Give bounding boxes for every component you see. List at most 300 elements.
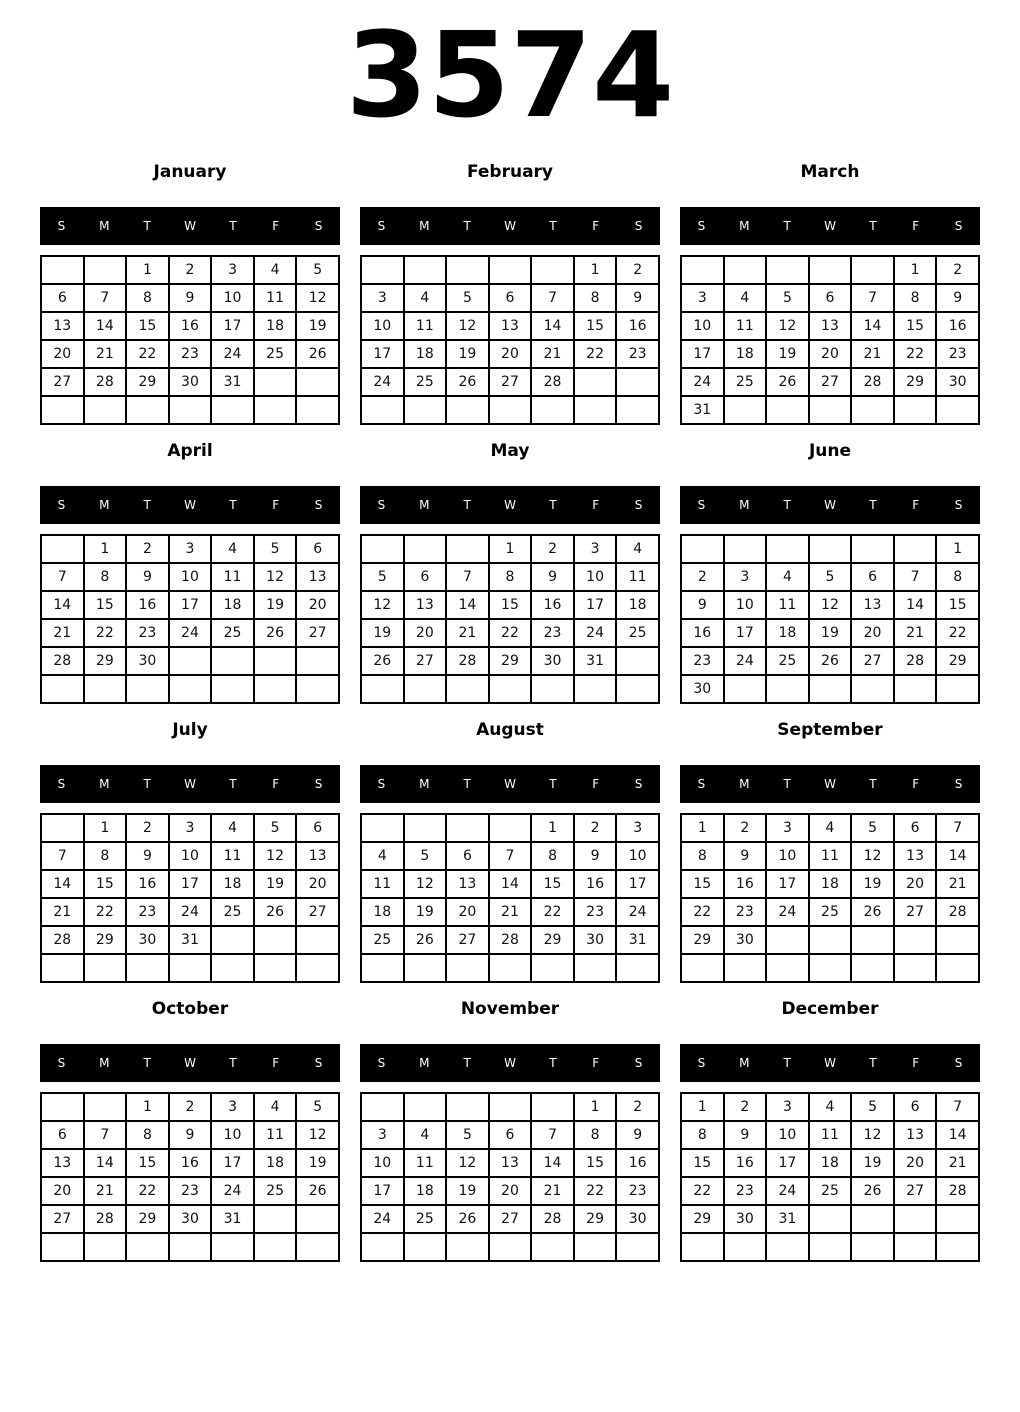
day-cell: 30 (169, 368, 212, 396)
empty-day-cell (681, 535, 724, 563)
day-cell: 29 (681, 926, 724, 954)
day-cell: 28 (489, 926, 532, 954)
day-cell: 28 (894, 647, 937, 675)
day-cell: 24 (766, 1177, 809, 1205)
weekday-header (680, 207, 980, 245)
day-cell: 11 (211, 563, 254, 591)
day-cell: 2 (169, 1093, 212, 1121)
empty-day-cell (724, 396, 767, 424)
week-row (41, 898, 339, 926)
day-cell: 22 (574, 340, 617, 368)
empty-day-cell (404, 675, 447, 703)
weekday-header (360, 486, 660, 524)
day-cell: 14 (851, 312, 894, 340)
month-days-table (360, 1092, 660, 1262)
day-cell: 21 (936, 1149, 979, 1177)
empty-day-cell (809, 256, 852, 284)
day-cell: 20 (296, 591, 339, 619)
weekday-label: W (184, 1056, 196, 1070)
week-row (361, 1233, 659, 1261)
day-cell: 2 (126, 535, 169, 563)
empty-day-cell (724, 954, 767, 982)
day-cell: 9 (681, 591, 724, 619)
week-row (41, 256, 339, 284)
weekday-label: T (549, 498, 557, 512)
week-row (681, 619, 979, 647)
day-cell: 8 (84, 563, 127, 591)
weekday-label: T (549, 219, 557, 233)
day-cell: 28 (851, 368, 894, 396)
empty-day-cell (489, 1233, 532, 1261)
day-cell: 1 (126, 1093, 169, 1121)
day-cell: 3 (616, 814, 659, 842)
day-cell: 20 (446, 898, 489, 926)
day-cell: 15 (84, 591, 127, 619)
month-block (680, 155, 980, 434)
weekday-label: M (419, 1056, 430, 1070)
empty-day-cell (126, 396, 169, 424)
empty-day-cell (851, 1233, 894, 1261)
day-cell: 24 (681, 368, 724, 396)
week-row (361, 1093, 659, 1121)
day-cell: 9 (574, 842, 617, 870)
day-cell: 13 (446, 870, 489, 898)
day-cell: 21 (84, 1177, 127, 1205)
empty-day-cell (809, 396, 852, 424)
day-cell: 4 (361, 842, 404, 870)
month-days-table (360, 813, 660, 983)
day-cell: 8 (681, 1121, 724, 1149)
day-cell: 12 (361, 591, 404, 619)
day-cell: 10 (681, 312, 724, 340)
weekday-label: F (592, 1056, 600, 1070)
empty-day-cell (574, 954, 617, 982)
empty-day-cell (126, 675, 169, 703)
day-cell: 23 (724, 898, 767, 926)
weekday-label: S (314, 777, 323, 791)
day-cell: 16 (724, 1149, 767, 1177)
empty-day-cell (211, 647, 254, 675)
empty-day-cell (84, 954, 127, 982)
day-cell: 21 (851, 340, 894, 368)
weekday-label: S (314, 219, 323, 233)
empty-day-cell (851, 396, 894, 424)
weekday-label: T (549, 777, 557, 791)
empty-day-cell (126, 954, 169, 982)
day-cell: 8 (574, 284, 617, 312)
empty-day-cell (254, 1205, 297, 1233)
day-cell: 3 (211, 256, 254, 284)
empty-day-cell (616, 954, 659, 982)
day-cell: 11 (361, 870, 404, 898)
day-cell: 4 (404, 284, 447, 312)
weekday-label: M (739, 777, 750, 791)
week-row (681, 312, 979, 340)
day-cell: 21 (446, 619, 489, 647)
day-cell: 24 (574, 619, 617, 647)
day-cell: 26 (809, 647, 852, 675)
day-cell: 4 (404, 1121, 447, 1149)
day-cell: 4 (211, 814, 254, 842)
day-cell: 2 (724, 814, 767, 842)
empty-day-cell (446, 256, 489, 284)
day-cell: 16 (681, 619, 724, 647)
day-cell: 14 (489, 870, 532, 898)
day-cell: 11 (766, 591, 809, 619)
day-cell: 14 (531, 312, 574, 340)
day-cell: 24 (211, 1177, 254, 1205)
month-days-table (360, 255, 660, 425)
day-cell: 24 (766, 898, 809, 926)
empty-day-cell (404, 1233, 447, 1261)
day-cell: 19 (296, 1149, 339, 1177)
day-cell: 24 (169, 898, 212, 926)
day-cell: 24 (361, 1205, 404, 1233)
empty-day-cell (41, 535, 84, 563)
day-cell: 23 (126, 898, 169, 926)
day-cell: 13 (809, 312, 852, 340)
day-cell: 21 (489, 898, 532, 926)
day-cell: 18 (766, 619, 809, 647)
day-cell: 15 (681, 870, 724, 898)
month-title: January (153, 162, 227, 182)
day-cell: 6 (851, 563, 894, 591)
empty-day-cell (169, 954, 212, 982)
empty-day-cell (361, 814, 404, 842)
day-cell: 2 (616, 256, 659, 284)
empty-day-cell (41, 256, 84, 284)
day-cell: 16 (531, 591, 574, 619)
day-cell: 19 (851, 1149, 894, 1177)
day-cell: 17 (169, 591, 212, 619)
day-cell: 6 (404, 563, 447, 591)
week-row (681, 1233, 979, 1261)
month-title: April (167, 441, 213, 461)
day-cell: 15 (84, 870, 127, 898)
day-cell: 1 (489, 535, 532, 563)
day-cell: 26 (296, 340, 339, 368)
day-cell: 10 (616, 842, 659, 870)
weekday-label: M (99, 1056, 110, 1070)
day-cell: 14 (936, 1121, 979, 1149)
day-cell: 7 (851, 284, 894, 312)
weekday-label: T (463, 777, 471, 791)
empty-day-cell (489, 954, 532, 982)
empty-day-cell (489, 675, 532, 703)
week-row (361, 396, 659, 424)
empty-day-cell (531, 954, 574, 982)
day-cell: 6 (446, 842, 489, 870)
month-title: September (777, 720, 883, 740)
day-cell: 25 (404, 368, 447, 396)
day-cell: 22 (84, 619, 127, 647)
day-cell: 29 (936, 647, 979, 675)
empty-day-cell (809, 1233, 852, 1261)
empty-day-cell (894, 1233, 937, 1261)
day-cell: 11 (211, 842, 254, 870)
empty-day-cell (894, 926, 937, 954)
empty-day-cell (126, 1233, 169, 1261)
day-cell: 11 (724, 312, 767, 340)
day-cell: 17 (681, 340, 724, 368)
day-cell: 19 (361, 619, 404, 647)
day-cell: 29 (531, 926, 574, 954)
weekday-label: T (143, 219, 151, 233)
day-cell: 20 (296, 870, 339, 898)
day-cell: 20 (894, 870, 937, 898)
month-days-table (40, 1092, 340, 1262)
day-cell: 12 (296, 284, 339, 312)
week-row (361, 563, 659, 591)
empty-day-cell (254, 1233, 297, 1261)
empty-day-cell (211, 1233, 254, 1261)
month-block (680, 713, 980, 992)
day-cell: 23 (574, 898, 617, 926)
weekday-label: T (143, 777, 151, 791)
empty-day-cell (254, 368, 297, 396)
empty-day-cell (766, 535, 809, 563)
day-cell: 14 (531, 1149, 574, 1177)
empty-day-cell (211, 675, 254, 703)
day-cell: 31 (766, 1205, 809, 1233)
day-cell: 6 (489, 284, 532, 312)
day-cell: 13 (489, 1149, 532, 1177)
day-cell: 17 (616, 870, 659, 898)
empty-day-cell (936, 1233, 979, 1261)
day-cell: 5 (766, 284, 809, 312)
day-cell: 6 (296, 814, 339, 842)
day-cell: 28 (84, 1205, 127, 1233)
month-block (360, 155, 660, 434)
empty-day-cell (531, 675, 574, 703)
week-row (361, 1149, 659, 1177)
weekday-label: F (912, 219, 920, 233)
day-cell: 5 (851, 1093, 894, 1121)
day-cell: 5 (851, 814, 894, 842)
week-row (361, 926, 659, 954)
day-cell: 3 (361, 1121, 404, 1149)
day-cell: 21 (894, 619, 937, 647)
day-cell: 21 (531, 1177, 574, 1205)
empty-day-cell (616, 1233, 659, 1261)
day-cell: 8 (894, 284, 937, 312)
day-cell: 29 (84, 926, 127, 954)
day-cell: 25 (724, 368, 767, 396)
empty-day-cell (296, 926, 339, 954)
month-days-table (680, 255, 980, 425)
day-cell: 13 (489, 312, 532, 340)
day-cell: 30 (126, 926, 169, 954)
weekday-label: W (504, 1056, 516, 1070)
year-title: 3574 (345, 6, 675, 144)
empty-day-cell (724, 1233, 767, 1261)
day-cell: 28 (936, 898, 979, 926)
day-cell: 25 (616, 619, 659, 647)
empty-day-cell (296, 368, 339, 396)
day-cell: 7 (84, 1121, 127, 1149)
weekday-label: S (634, 219, 643, 233)
day-cell: 4 (254, 1093, 297, 1121)
empty-day-cell (851, 926, 894, 954)
week-row (681, 340, 979, 368)
day-cell: 27 (894, 898, 937, 926)
weekday-label: M (739, 219, 750, 233)
day-cell: 30 (574, 926, 617, 954)
day-cell: 17 (361, 340, 404, 368)
weekday-label: M (739, 498, 750, 512)
day-cell: 25 (361, 926, 404, 954)
week-row (361, 312, 659, 340)
day-cell: 13 (296, 842, 339, 870)
empty-day-cell (446, 675, 489, 703)
day-cell: 11 (616, 563, 659, 591)
empty-day-cell (361, 675, 404, 703)
empty-day-cell (616, 675, 659, 703)
week-row (681, 535, 979, 563)
day-cell: 12 (404, 870, 447, 898)
day-cell: 12 (851, 842, 894, 870)
day-cell: 8 (126, 284, 169, 312)
empty-day-cell (169, 396, 212, 424)
day-cell: 17 (766, 1149, 809, 1177)
empty-day-cell (404, 954, 447, 982)
weekday-label: T (783, 1056, 791, 1070)
week-row (681, 675, 979, 703)
week-row (41, 535, 339, 563)
empty-day-cell (616, 368, 659, 396)
day-cell: 23 (126, 619, 169, 647)
day-cell: 4 (809, 1093, 852, 1121)
day-cell: 5 (254, 814, 297, 842)
week-row (361, 535, 659, 563)
day-cell: 5 (446, 1121, 489, 1149)
weekday-label: S (314, 498, 323, 512)
week-row (681, 870, 979, 898)
day-cell: 25 (211, 898, 254, 926)
week-row (361, 284, 659, 312)
day-cell: 12 (446, 1149, 489, 1177)
day-cell: 10 (211, 1121, 254, 1149)
day-cell: 20 (489, 340, 532, 368)
day-cell: 13 (851, 591, 894, 619)
weekday-header (360, 207, 660, 245)
day-cell: 2 (936, 256, 979, 284)
empty-day-cell (446, 954, 489, 982)
day-cell: 15 (574, 1149, 617, 1177)
week-row (41, 340, 339, 368)
month-block (680, 434, 980, 713)
day-cell: 9 (126, 563, 169, 591)
empty-day-cell (41, 814, 84, 842)
weekday-label: T (549, 1056, 557, 1070)
day-cell: 14 (84, 1149, 127, 1177)
day-cell: 26 (851, 898, 894, 926)
weekday-header (680, 486, 980, 524)
empty-day-cell (809, 675, 852, 703)
day-cell: 15 (681, 1149, 724, 1177)
day-cell: 8 (936, 563, 979, 591)
day-cell: 7 (41, 563, 84, 591)
day-cell: 28 (446, 647, 489, 675)
empty-day-cell (361, 1233, 404, 1261)
week-row (41, 396, 339, 424)
empty-day-cell (41, 396, 84, 424)
empty-day-cell (84, 1233, 127, 1261)
day-cell: 25 (211, 619, 254, 647)
day-cell: 29 (84, 647, 127, 675)
week-row (41, 368, 339, 396)
day-cell: 19 (296, 312, 339, 340)
day-cell: 19 (446, 1177, 489, 1205)
empty-day-cell (41, 954, 84, 982)
day-cell: 1 (936, 535, 979, 563)
day-cell: 12 (296, 1121, 339, 1149)
weekday-label: T (869, 1056, 877, 1070)
day-cell: 20 (851, 619, 894, 647)
day-cell: 28 (531, 1205, 574, 1233)
week-row (681, 396, 979, 424)
day-cell: 29 (126, 368, 169, 396)
day-cell: 25 (404, 1205, 447, 1233)
day-cell: 4 (616, 535, 659, 563)
day-cell: 1 (574, 256, 617, 284)
day-cell: 14 (446, 591, 489, 619)
day-cell: 7 (894, 563, 937, 591)
week-row (361, 870, 659, 898)
months-grid (40, 155, 980, 1271)
empty-day-cell (809, 954, 852, 982)
empty-day-cell (574, 675, 617, 703)
weekday-label: T (463, 1056, 471, 1070)
day-cell: 2 (169, 256, 212, 284)
day-cell: 5 (296, 256, 339, 284)
weekday-header (680, 765, 980, 803)
day-cell: 28 (41, 926, 84, 954)
empty-day-cell (724, 535, 767, 563)
day-cell: 4 (211, 535, 254, 563)
weekday-label: T (463, 219, 471, 233)
day-cell: 8 (531, 842, 574, 870)
day-cell: 14 (894, 591, 937, 619)
month-days-table (40, 813, 340, 983)
day-cell: 27 (851, 647, 894, 675)
weekday-header (40, 1044, 340, 1082)
month-block (360, 434, 660, 713)
day-cell: 1 (681, 1093, 724, 1121)
empty-day-cell (809, 535, 852, 563)
day-cell: 6 (296, 535, 339, 563)
empty-day-cell (894, 954, 937, 982)
day-cell: 16 (126, 591, 169, 619)
week-row (41, 842, 339, 870)
day-cell: 30 (169, 1205, 212, 1233)
week-row (41, 563, 339, 591)
weekday-label: W (504, 498, 516, 512)
month-title: May (490, 441, 530, 461)
day-cell: 7 (936, 814, 979, 842)
day-cell: 18 (616, 591, 659, 619)
weekday-label: T (783, 498, 791, 512)
month-days-table (40, 534, 340, 704)
day-cell: 9 (936, 284, 979, 312)
day-cell: 1 (894, 256, 937, 284)
day-cell: 7 (531, 284, 574, 312)
day-cell: 29 (489, 647, 532, 675)
day-cell: 16 (169, 312, 212, 340)
empty-day-cell (851, 535, 894, 563)
day-cell: 16 (616, 312, 659, 340)
day-cell: 26 (296, 1177, 339, 1205)
